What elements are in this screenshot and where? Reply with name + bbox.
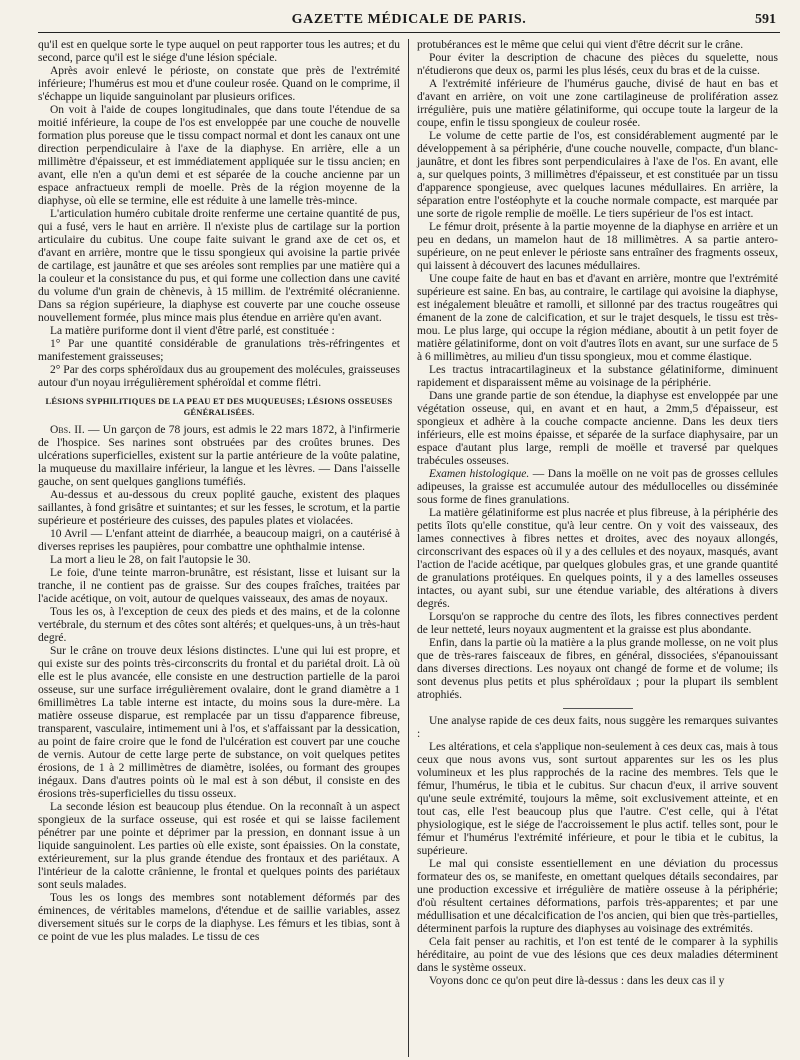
paragraph: Une coupe faite de haut en bas et d'avant en arrière, montre que l'extrémité supérieure est saine. En bas, au contraire, le cartilage qui avoisine la diaphyse, est inégalement bleuâtre et ramolli, et sillonné par des tractus rougeâtres qui émanent de la zone de calcification, et sur le trajet desquels, le tissu est très-mou. Le plus large, qui occupe la région médiane, aboutit à un petit foyer de matière gélatiniforme, dont on voit d'autres îlots en avant, sur une surface de 5 à 6 millimètres, au milieu d'un tissu spongieux, mou et comme élastique. <box>417 273 778 363</box>
page-header <box>38 10 780 33</box>
right-column <box>408 39 778 1057</box>
paragraph: A l'extrémité inférieure de l'humérus gauche, divisé de haut en bas et d'avant en arrière, on voit une zone cartilagineuse de prolifération assez irrégulière, puis une matière gélatiniforme, qui occupe toute la largeur de la coupe, enfin le tissu spongieux de couleur rosée. <box>417 78 778 129</box>
paragraph: Voyons donc ce qu'on peut dire là-dessus : dans les deux cas il y <box>429 975 725 987</box>
text-columns <box>38 39 780 1057</box>
histology-paragraph <box>417 468 778 507</box>
histology-label: Examen histologique. <box>429 468 530 480</box>
paragraph: qu'il est en quelque sorte le type auquel on peut rapporter tous les autres; et du second, parce qu'il est le siége d'une lésion spéciale. <box>38 39 400 64</box>
paragraph: Au-dessus et au-dessous du creux poplité gauche, existent des plaques saillantes, à fond grisâtre et suintantes; et sur les fesses, le scrotum, et la partie supérieure et postérieure des cuisses, des papules plates et violacées. <box>38 489 400 527</box>
paragraph: Le fémur droit, présente à la partie moyenne de la diaphyse en arrière et un peu en dedans, un mamelon haut de 18 millimètres. A sa partie antero-supérieure, on ne peut enlever le périoste sans entraîner des fragments osseux, qui laissent à découvert des lacunes médullaires. <box>417 221 778 272</box>
paragraph: Lorsqu'on se rapproche du centre des îlots, les fibres connectives perdent de leur netteté, leurs noyaux augmentent et la graisse est plus abondante. <box>417 611 778 636</box>
paragraph: Une analyse rapide de ces deux faits, nous suggère les remarques suivantes : <box>417 715 778 740</box>
observation-paragraph <box>38 424 400 489</box>
paragraph: 1° Par une quantité considérable de granulations très-réfringentes et manifestement graisseuses; <box>38 338 400 363</box>
running-head: GAZETTE MÉDICALE DE PARIS. <box>291 12 527 27</box>
observation-label: Obs. II. <box>50 424 85 436</box>
paragraph: La seconde lésion est beaucoup plus étendue. On la reconnaît à un aspect spongieux de la surface osseuse, qui est rosée et qui se laisse facilement pénétrer par une pointe et déprimer par la pression, en donnant issue à un liquide sanguinolent. Les parties où elle existe, sont épaissies. On la constate, extérieurement, sur la plus grande étendue des frontaux et des pariétaux. A l'intérieur de la calotte crânienne, le frontal et quelques points des pariétaux sont seuls malades. <box>38 801 400 891</box>
paragraph: Sur le crâne on trouve deux lésions distinctes. L'une qui lui est propre, et qui existe sur des points très-circonscrits du frontal et du pariétal droit. Là où elle est le plus avancée, elle consiste en une destruction partielle de la paroi osseuse, sur une surface irrégulièrement ovalaire, dont le grand diamètre a 1 6millimètres La table interne est intacte, du moins sous la dure-mère. La matière osseuse disparue, est remplacée par un tissu d'apparence fibreuse, transparent, vasculaire, intimement uni à l'os, et s'affaissant par la dessication, au point de faire croire que le fond de l'ulcération est couvert par une couche de vernis. Autour de cette large perte de substance, on voit quelques petites érosions, de 1 à 2 millimètres de diamètre, isolées, ou formant des groupes inégaux. Dans d'autres points où le mal est à son début, il consiste en des érosions très-superficielles du tissu osseux. <box>38 645 400 800</box>
paragraph: Le mal qui consiste essentiellement en une déviation du processus formateur des os, se manifeste, en omettant quelques détails secondaires, par une production excessive et irrégulière de matière osseuse à la périphérie; d'où résultent certaines déformations, parfois très-apparentes; et par une médullisation et une décalcification de l'os ancien, qui bien que très-partielles, déterminent parfois la rupture des diaphyses au voisinage des extrémités. <box>417 858 778 935</box>
paragraph: Tous les os, à l'exception de ceux des pieds et des mains, et de la colonne vertébrale, du sternum et des côtes sont altérés; et quelques-uns, à un très-haut degré. <box>38 606 400 644</box>
paragraph: La mort a lieu le 28, on fait l'autopsie le 30. <box>50 554 251 566</box>
paragraph: Le foie, d'une teinte marron-brunâtre, est résistant, lisse et luisant sur la tranche, il ne contient pas de graisse. Sur des coupes fraîches, traitées par l'acide acétique, on voit, autour de quelques vaisseaux, des amas de noyaux. <box>38 567 400 605</box>
paragraph: Enfin, dans la partie où la matière a la plus grande mollesse, on ne voit plus que de très-rares faisceaux de fibres, en général, dissociées, s'épanouissant dans diverses directions. Les noyaux ont changé de forme et de volume; ils sont devenus plus petits et plus sphéroïdaux ; pour la plupart ils semblent atrophiés. <box>417 637 778 701</box>
paragraph: Après avoir enlevé le périoste, on constate que près de l'extrémité inférieure; l'humérus est mou et d'une couleur rosée. Quand on le comprime, il s'échappe un liquide sanguinolant par plusieurs orifices. <box>38 65 400 103</box>
histology-text: — Dans la moëlle on ne voit pas de grosses cellules adipeuses, la graisse est accumulée autour des médullocelles ou disséminée sous forme de fines granulations. <box>417 468 778 506</box>
paragraph: On voit à l'aide de coupes longitudinales, que dans toute l'étendue de sa moitié inférieure, la coupe de l'os est enveloppée par une couche de nouvelle formation plus poreuse que le tissu compact normal et dont les canaux ont une direction perpendiculaire à l'axe de la diaphyse. En arrière, elle a un millimètre d'épaisseur, et est immédiatement appliquée sur le tissu ancien; en avant, elle n'en a qu'un demi et est séparée de la couche ancienne par un espace anfractueux rempli de moelle. Près de la région moyenne de la diaphyse, où elle se termine, elle est réduite à une lamelle très-mince. <box>38 104 400 207</box>
section-divider <box>563 708 633 709</box>
paragraph: Pour éviter la description de chacune des pièces du squelette, nous n'étudierons que deux os, parmi les plus lésés, ceux du bras et de la cuisse. <box>417 52 778 77</box>
observation-text: — Un garçon de 78 jours, est admis le 22 mars 1872, à l'infirmerie de l'hospice. Ses narines sont obstruées par des croûtes brunes. Des ulcérations superficielles, existent sur la partie antérieure de la voûte palatine, la muqueuse du maxillaire inférieur, la langue et les lèvres. — Dans l'aisselle gauche, on sent quelques ganglions tuméfiés. <box>38 424 401 488</box>
paragraph: 10 Avril — L'enfant atteint de diarrhée, a beaucoup maigri, on a cautérisé à diverses reprises les paupières, pour combattre une ophthalmie intense. <box>38 528 400 553</box>
section-title: LÉSIONS SYPHILITIQUES DE LA PEAU ET DES MUQUEUSES; LÉSIONS OSSEUSES GÉNÉRALISÉES. <box>45 396 393 417</box>
paragraph: Le volume de cette partie de l'os, est considérablement augmenté par le développement à sa périphérie, d'une couche nouvelle, compacte, d'un blanc-jaunâtre, et dont les fibres sont perpendiculaires à l'axe de l'os. En avant, elle a, sur quelques points, 3 millimètres d'épaisseur, et est constituée par un tissu d'apparence spongieuse, avec quelques lacunes médullaires. En arrière, la séparation entre l'ostéophyte et la couche normale compacte, est marquée par une sorte de rigole remplie de moëlle. Le tiers supérieur de l'os est intact. <box>417 130 778 220</box>
paragraph: 2° Par des corps sphéroïdaux dus au groupement des molécules, graisseuses autour d'un noyau irrégulièrement sphéroïdal et comme flétri. <box>38 364 400 389</box>
paragraph: Les tractus intracartilagineux et la substance gélatiniforme, diminuent rapidement et disparaissent même au voisinage de la périphérie. <box>417 364 778 389</box>
left-column <box>38 39 408 1057</box>
paragraph: Cela fait penser au rachitis, et l'on est tenté de le comparer à la syphilis héréditaire, au point de vue des lésions que ces deux maladies déterminent dans le système osseux. <box>417 936 778 974</box>
paragraph: protubérances est le même que celui qui vient d'être décrit sur le crâne. <box>417 39 744 51</box>
page-number: 591 <box>755 12 776 27</box>
paragraph: L'articulation huméro cubitale droite renferme une certaine quantité de pus, qui a fusé, vers le haut en arrière. Il n'existe plus de cartilage sur la portion articulaire du cubitus. Une coupe faite suivant le grand axe de cet os, et d'avant en arrière, montre que le tissu spongieux qui avoisine la partie privée de cartilage, est jaunâtre et que ses aréoles sont remplies par une matière qui a la couleur et la consistance du pus, et qui forme une collection dans une cavité du volume d'un grain de chènevis, à 15 millim. de l'extrémité olécranienne. Dans sa région supérieure, la diaphyse est couverte par une couche osseuse nouvellement formée, plus mince mais plus étendue en arrière qu'en avant. <box>38 208 400 324</box>
paragraph: Dans une grande partie de son étendue, la diaphyse est enveloppée par une végétation osseuse, qui, en avant et en haut, a 2mm,5 d'épaisseur, est spongieux et adhère à la couche compacte ancienne. Dans les deux tiers inférieurs, elle est moins épaisse, et séparée de la surface diaphysaire, par un espace d'autant plus large, rempli de moëlle et traversé par quelques trabécules osseuses. <box>417 390 778 467</box>
paragraph: La matière puriforme dont il vient d'être parlé, est constituée : <box>50 325 335 337</box>
paragraph: Tous les os longs des membres sont notablement déformés par des éminences, de véritables mamelons, d'étendue et de saillie variables, assez diversement situés sur le corps de la diaphyse. Les fémurs et les tibias, sont à ce point de vue les plus malades. Le tissu de ces <box>38 892 400 943</box>
paragraph: La matière gélatiniforme est plus nacrée et plus fibreuse, à la périphérie des petits îlots qu'elle constitue, qu'à leur centre. On y voit des vaisseaux, des lames connectives à fibres nettes et droites, avec des noyaux allongés, circonscrivant des espaces où il y a des cellules et des noyaux, masqués, avant l'action de l'acide acétique, par quelques globules gras, et une grande quantité de granulations protéiques. En quelques points, il y a des lamelles osseuses intactes, ou ayant subi, sur une étendue variable, des altérations à divers degrés. <box>417 507 778 610</box>
paragraph: Les altérations, et cela s'applique non-seulement à ces deux cas, mais à tous ceux que nous avons vus, sont surtout apparentes sur les os les plus volumineux et les plus rapprochés de la racine des membres. Tels que le fémur, l'humérus, le tibia et le cubitus. Sur chacun d'eux, il arrive souvent qu'une seule extrémité, toujours la même, soit exclusivement atteinte, et en tout cas, elle l'est beaucoup plus que l'autre. C'est celle, qui à l'état physiologique, est le siége de l'accroissement le plus actif. telles sont, pour le fémur et l'humérus l'extrémité inférieure, et pour le tibia et le cubitus, la supérieure. <box>417 741 778 857</box>
